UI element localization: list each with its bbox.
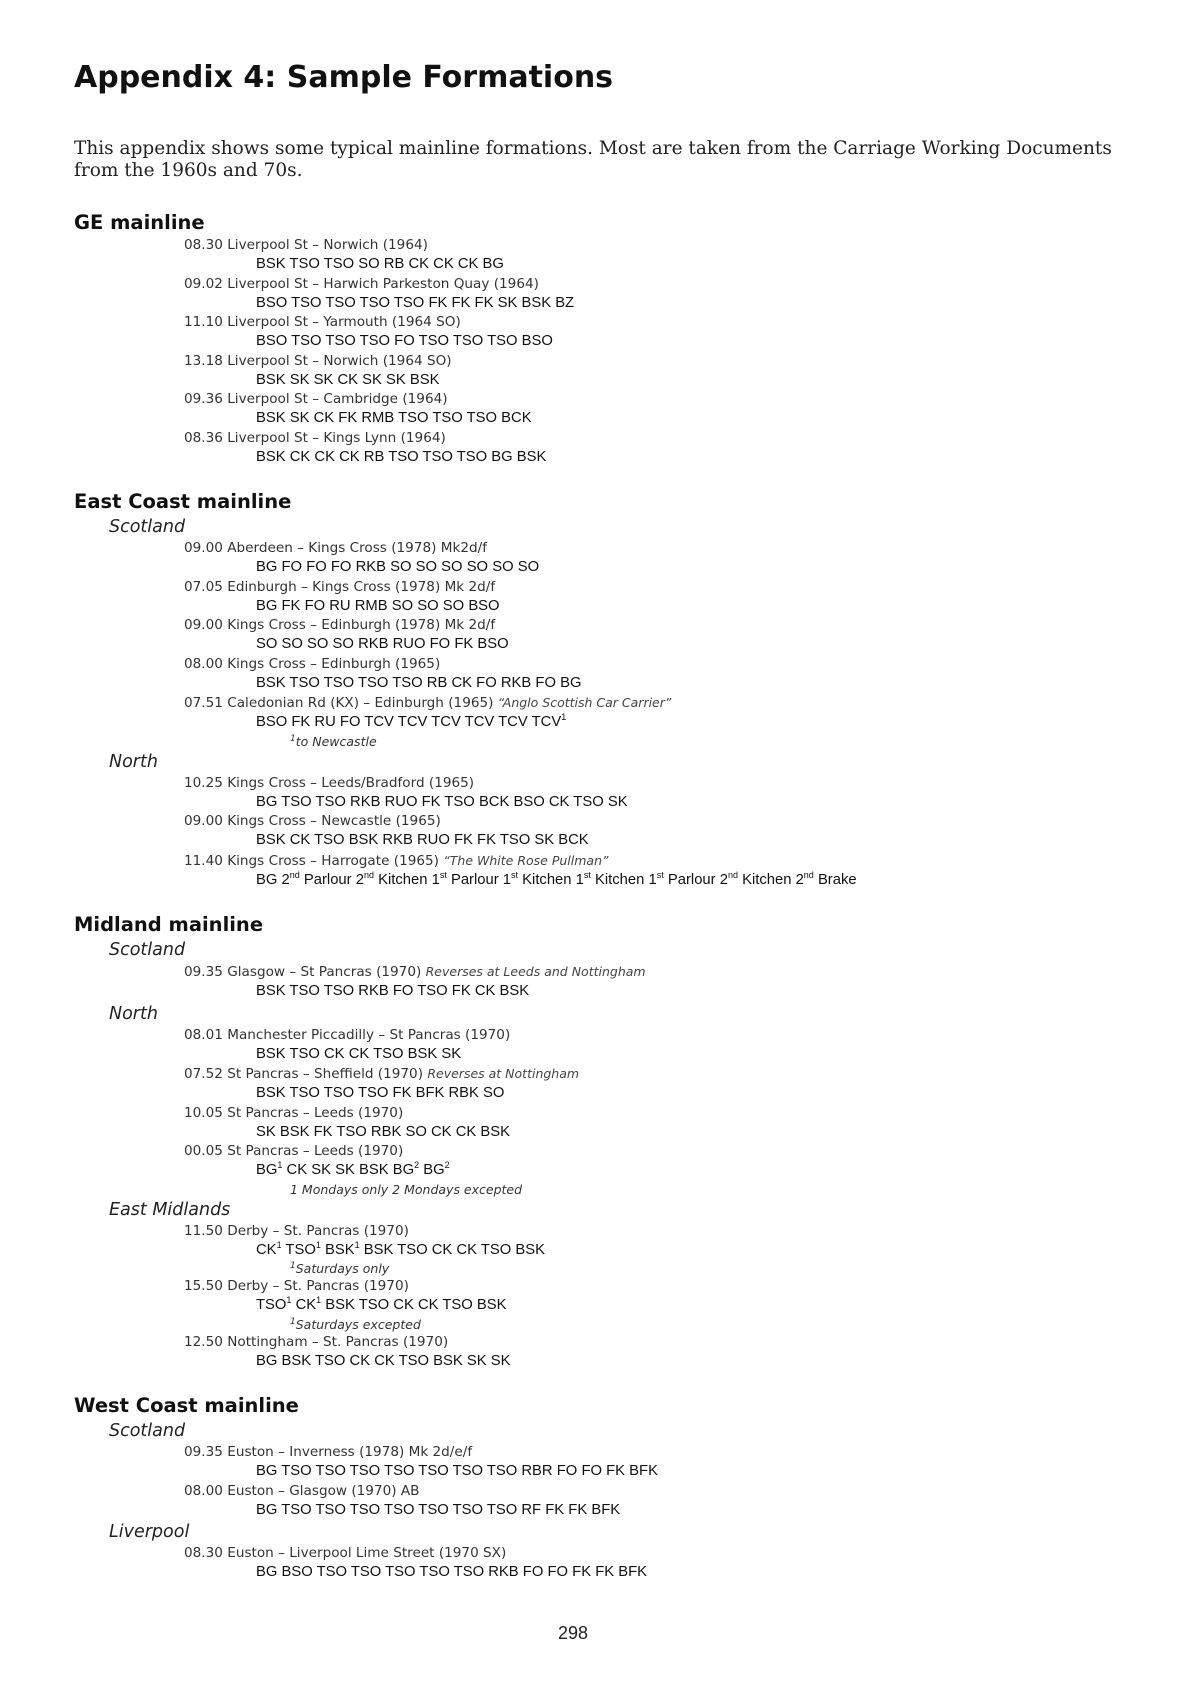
formation-line: BSK SK SK CK SK SK BSK [256, 371, 440, 388]
service-note: “The White Rose Pullman” [443, 852, 609, 868]
service-text: 07.52 St Pancras – Sheffield (1970) [184, 1066, 424, 1082]
formation-line: BSO TSO TSO TSO TSO FK FK FK SK BSK BZ [256, 294, 575, 311]
formation-footnote [290, 1316, 1200, 1333]
formation-entry [0, 1443, 1200, 1482]
section-title: GE mainline [74, 211, 205, 234]
formation-line: BSO TSO TSO TSO FO TSO TSO TSO BSO [256, 333, 553, 349]
formation-footnote-mark: 1 [561, 712, 567, 723]
footnote-text: 1 Mondays only 2 Mondays excepted [290, 1181, 523, 1197]
service-text: 11.50 Derby – St. Pancras (1970) [184, 1222, 409, 1239]
service-text: 11.10 Liverpool St – Yarmouth (1964 SO) [184, 314, 461, 330]
subsection-title: East Midlands [109, 1199, 231, 1220]
footnote-text: Saturdays only [295, 1261, 390, 1276]
page-title: Appendix 4: Sample Formations [74, 60, 614, 95]
service-line [184, 236, 1200, 255]
formation-entry [0, 352, 1200, 391]
subsection-title: Scotland [109, 940, 186, 960]
formation-entry [0, 275, 1200, 314]
formation-entry [0, 1277, 1200, 1333]
formation-entry [0, 1544, 1200, 1583]
formation-entry [0, 851, 1200, 891]
subsection-title: Scotland [109, 1421, 186, 1441]
service-line [184, 1064, 1200, 1084]
service-text: 08.30 Euston – Liverpool Lime Street (1970 SX) [184, 1545, 507, 1561]
service-text: 13.18 Liverpool St – Norwich (1964 SO) [184, 352, 452, 369]
service-text: 11.40 Kings Cross – Harrogate (1965) [184, 852, 439, 869]
service-line [184, 429, 1200, 448]
service-line [184, 539, 1200, 558]
section [0, 489, 1200, 890]
subsection-title: Liverpool [109, 1522, 190, 1542]
formation-entry [0, 1104, 1200, 1143]
formation-line: BG TSO TSO TSO TSO TSO TSO TSO RF FK FK BFK [256, 1501, 621, 1518]
formation-entry [0, 313, 1200, 352]
formation-footnote [290, 1181, 1200, 1198]
service-text: 08.00 Euston – Glasgow (1970) AB [184, 1482, 420, 1499]
formation-line: SO SO SO SO RKB RUO FO FK BSO [256, 636, 509, 652]
service-line [184, 313, 1200, 332]
service-line [184, 390, 1200, 409]
subsection-title: North [109, 1003, 158, 1024]
service-note: “Anglo Scottish Car Carrier” [497, 695, 672, 710]
formation-line: BG 2nd Parlour 2nd Kitchen 1st Parlour 1st Kitchen 1st Kitchen 1st Parlour 2nd Kitchen 2nd Brake [256, 869, 857, 888]
service-line [184, 1104, 1200, 1123]
service-line [184, 693, 1200, 713]
formation-line: BG TSO TSO RKB RUO FK TSO BCK BSO CK TSO SK [256, 793, 628, 810]
service-text: 10.25 Kings Cross – Leeds/Bradford (1965) [184, 774, 475, 791]
formation-entry [0, 1142, 1200, 1198]
intro-paragraph: This appendix shows some typical mainline formations. Most are taken from the Carriage Working Documents from the 1960s and 70s. [74, 138, 1112, 181]
formation-entry [0, 390, 1200, 429]
formation-entry [0, 1482, 1200, 1521]
formation-line: BG TSO TSO TSO TSO TSO TSO TSO RBR FO FO FK BFK [256, 1463, 658, 1479]
formation-line: BG BSO TSO TSO TSO TSO TSO RKB FO FO FK FK BFK [256, 1564, 648, 1580]
service-text: 09.00 Kings Cross – Newcastle (1965) [184, 813, 441, 829]
service-line [184, 1142, 1200, 1161]
service-text: 09.00 Kings Cross – Edinburgh (1978) Mk 2d/f [184, 617, 496, 633]
service-text: 12.50 Nottingham – St. Pancras (1970) [184, 1333, 449, 1350]
formation-entry [0, 1064, 1200, 1104]
formation-line: $CK^1$ TSO$^1$ BSK$^1$ BSK TSO CK CK TSO BSK [256, 1239, 545, 1258]
section-title: East Coast mainline [74, 490, 292, 513]
section [0, 1393, 1200, 1583]
formation-entry [0, 539, 1200, 578]
service-text: 08.30 Liverpool St – Norwich (1964) [184, 237, 428, 253]
service-text: 08.01 Manchester Piccadilly – St Pancras (1970) [184, 1026, 511, 1043]
service-text: 09.02 Liverpool St – Harwich Parkeston Quay (1964) [184, 275, 539, 292]
formation-footnote [290, 733, 1200, 750]
footnote-mark: 1 [290, 1260, 296, 1271]
service-note: Reverses at Leeds and Nottingham [425, 964, 646, 979]
formation-entry [0, 1333, 1200, 1372]
formation-line: BSK TSO TSO SO RB CK CK CK BG [256, 256, 504, 272]
service-note: Reverses at Nottingham [427, 1066, 580, 1081]
formation-entry [0, 774, 1200, 813]
formation-line: BSK TSO TSO TSO TSO RB CK FO RKB FO BG [256, 674, 582, 691]
section-title: Midland mainline [74, 913, 264, 936]
service-text: 08.00 Kings Cross – Edinburgh (1965) [184, 655, 441, 672]
service-line [184, 616, 1200, 635]
formation-entry [0, 236, 1200, 275]
section-title: West Coast mainline [74, 1394, 299, 1417]
service-line [184, 851, 1200, 871]
service-text: 09.35 Glasgow – St Pancras (1970) [184, 964, 422, 980]
service-line [184, 1026, 1200, 1045]
formation-entry [0, 429, 1200, 468]
service-line [184, 655, 1200, 674]
formation-line: BSK TSO TSO RKB FO TSO FK CK BSK [256, 983, 530, 999]
service-text: 15.50 Derby – St. Pancras (1970) [184, 1278, 409, 1294]
formation-footnote [290, 1260, 1200, 1277]
footnote-mark: 1 [290, 733, 296, 744]
service-line [184, 1482, 1200, 1501]
formation-entry [0, 1222, 1200, 1278]
formation-line: BSK SK CK FK RMB TSO TSO TSO BCK [256, 410, 532, 426]
service-text: 07.51 Caledonian Rd (KX) – Edinburgh (1965) [184, 695, 494, 711]
footnote-text: to Newcastle [295, 733, 377, 749]
page-number: 298 [557, 1623, 589, 1643]
service-line [184, 1443, 1200, 1462]
service-line [184, 578, 1200, 597]
service-line [184, 774, 1200, 793]
formation-line: $BG^1$ CK SK SK BSK $BG^2$ $BG^2$ [256, 1160, 450, 1178]
subsection-title: North [109, 751, 158, 772]
section [0, 210, 1200, 467]
service-text: 09.36 Liverpool St – Cambridge (1964) [184, 391, 448, 407]
formation-line: BSK TSO CK CK TSO BSK SK [256, 1045, 462, 1062]
service-line [184, 1544, 1200, 1563]
footnote-mark: 1 [290, 1316, 296, 1327]
service-text: 07.05 Edinburgh – Kings Cross (1978) Mk 2d/f [184, 578, 496, 595]
formation-line: BG FO FO FO RKB SO SO SO SO SO SO [256, 559, 540, 575]
formation-line: SK BSK FK TSO RBK SO CK CK BSK [256, 1123, 510, 1140]
formation-entry [0, 1026, 1200, 1065]
footnote-text: Saturdays excepted [295, 1316, 421, 1332]
formation-entry [0, 578, 1200, 617]
service-text: 00.05 St Pancras – Leeds (1970) [184, 1143, 404, 1159]
service-line [184, 275, 1200, 294]
formations-content [0, 210, 1200, 1605]
subsection-title: Scotland [109, 517, 186, 537]
formation-line: BSK CK CK CK RB TSO TSO TSO BG BSK [256, 448, 547, 465]
service-text: 08.36 Liverpool St – Kings Lynn (1964) [184, 429, 446, 446]
service-line [184, 352, 1200, 371]
formation-line: BSK TSO TSO TSO FK BFK RBK SO [256, 1085, 505, 1101]
formation-entry [0, 693, 1200, 750]
service-line [184, 1333, 1200, 1352]
service-line [184, 962, 1200, 982]
service-text: 09.35 Euston – Inverness (1978) Mk 2d/e/f [184, 1444, 473, 1460]
formation-entry [0, 962, 1200, 1002]
formation-line: BSO FK RU FO TCV TCV TCV TCV TCV TCV$^1$ [256, 712, 567, 730]
service-text: 10.05 St Pancras – Leeds (1970) [184, 1104, 404, 1121]
formation-entry [0, 655, 1200, 694]
formation-line: BSK CK TSO BSK RKB RUO FK FK TSO SK BCK [256, 832, 589, 848]
service-line [184, 812, 1200, 831]
service-line [184, 1222, 1200, 1241]
formation-entry [0, 616, 1200, 655]
formation-line: BG FK FO RU RMB SO SO SO BSO [256, 597, 500, 614]
service-text: 09.00 Aberdeen – Kings Cross (1978) Mk2d/f [184, 540, 487, 556]
service-line [184, 1277, 1200, 1296]
formation-line: TSO$^1$ $CK^1$ BSK TSO CK CK TSO BSK [256, 1295, 507, 1313]
formation-line: BG BSK TSO CK CK TSO BSK SK SK [256, 1352, 511, 1369]
formation-entry [0, 812, 1200, 851]
section [0, 912, 1200, 1371]
